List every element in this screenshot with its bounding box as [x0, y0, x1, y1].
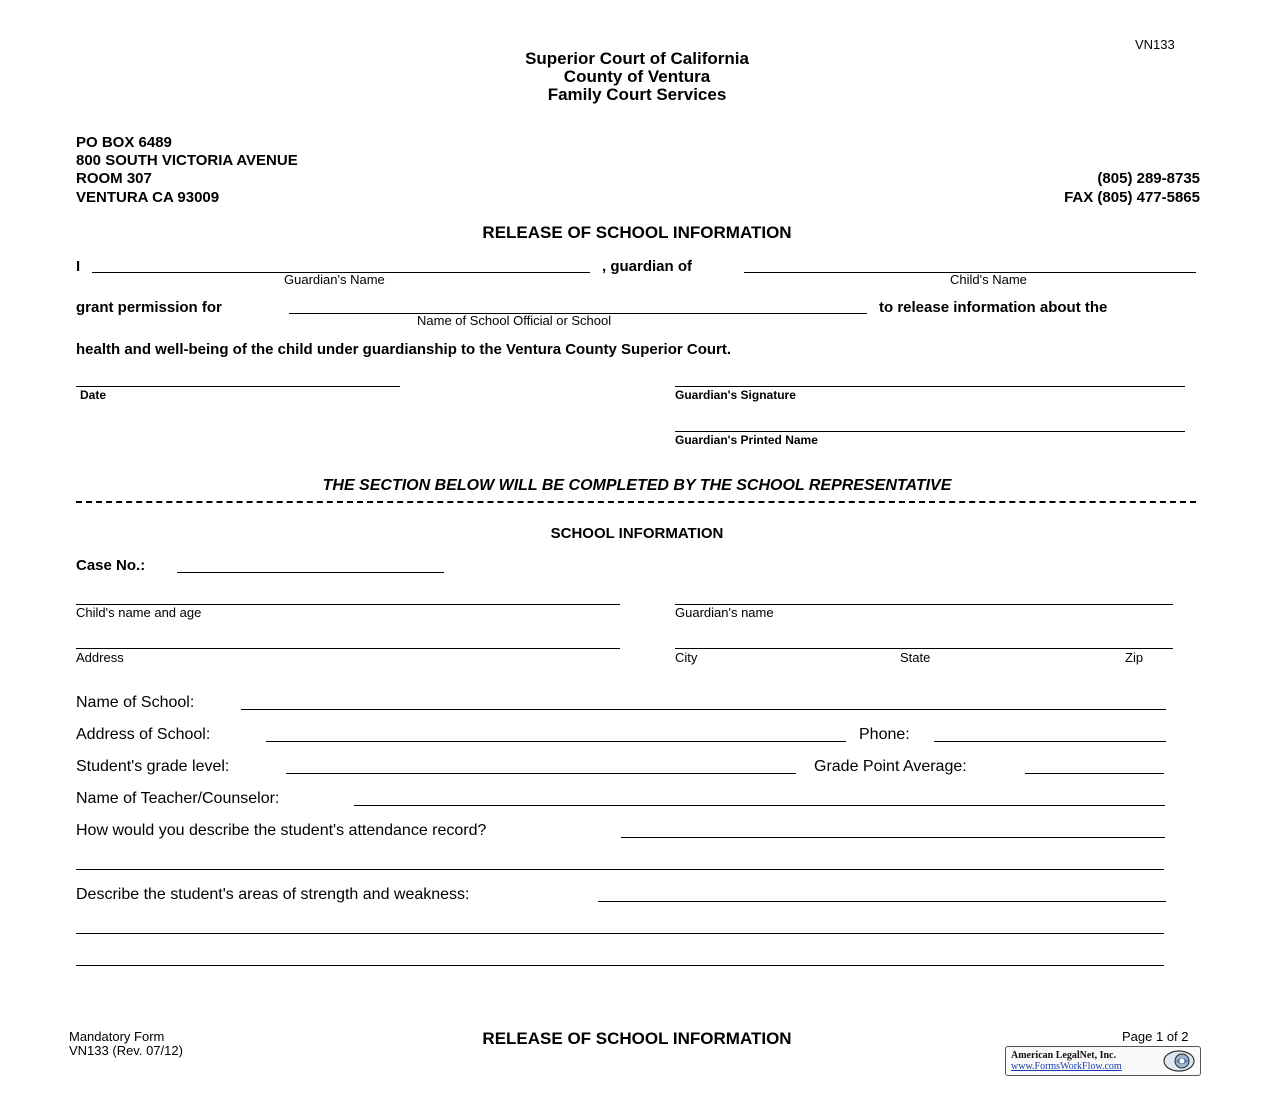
- strength-weakness-field-line-2[interactable]: [76, 933, 1164, 934]
- school-phone-label: Phone:: [859, 726, 910, 743]
- address-line-1: PO BOX 6489: [76, 134, 172, 151]
- guardian-of-text: , guardian of: [602, 258, 692, 275]
- name-of-school-label: Name of School:: [76, 694, 195, 711]
- gpa-field[interactable]: [1025, 773, 1164, 774]
- american-legalnet-logo[interactable]: [1005, 1046, 1201, 1076]
- form-title: RELEASE OF SCHOOL INFORMATION: [482, 223, 792, 242]
- teacher-counselor-label: Name of Teacher/Counselor:: [76, 790, 280, 807]
- attendance-label: How would you describe the student's attendance record?: [76, 822, 487, 839]
- guardian-name-label: Guardian's Name: [284, 272, 385, 287]
- form-code: VN133: [1135, 37, 1175, 52]
- address-line-3: ROOM 307: [76, 170, 152, 187]
- strength-weakness-field-line-3[interactable]: [76, 965, 1164, 966]
- guardian-printed-name-field[interactable]: [675, 431, 1185, 432]
- date-field[interactable]: [76, 386, 400, 387]
- logo-company-name: American LegalNet, Inc.: [1011, 1050, 1116, 1061]
- zip-label: Zip: [1125, 650, 1144, 665]
- guardian-signature-field[interactable]: [675, 386, 1185, 387]
- attendance-field-line-2[interactable]: [76, 869, 1164, 870]
- footer-title: RELEASE OF SCHOOL INFORMATION: [482, 1029, 792, 1048]
- school-info-heading: SCHOOL INFORMATION: [550, 525, 724, 542]
- guardian-signature-label: Guardian's Signature: [675, 388, 796, 402]
- strength-weakness-field[interactable]: [598, 901, 1166, 902]
- state-label: State: [900, 650, 931, 665]
- teacher-counselor-field[interactable]: [354, 805, 1165, 806]
- section-divider: [76, 501, 1196, 503]
- address-line-2: 800 SOUTH VICTORIA AVENUE: [76, 152, 298, 169]
- address-of-school-label: Address of School:: [76, 726, 211, 743]
- date-label: Date: [80, 388, 107, 402]
- address-label: Address: [76, 650, 124, 665]
- guardian-name-school-label: Guardian's name: [675, 605, 774, 620]
- strength-weakness-label: Describe the student's areas of strength and weakness:: [76, 886, 470, 903]
- phone-number: (805) 289-8735: [1097, 170, 1200, 187]
- attendance-field[interactable]: [621, 837, 1165, 838]
- address-field[interactable]: [76, 648, 620, 649]
- release-info-text: to release information about the: [879, 299, 1108, 316]
- city-state-zip-field[interactable]: [675, 648, 1173, 649]
- address-of-school-field[interactable]: [266, 741, 846, 742]
- fax-number: FAX (805) 477-5865: [1064, 189, 1200, 206]
- mandatory-form-label: Mandatory Form: [69, 1029, 165, 1044]
- child-name-label: Child's Name: [950, 272, 1027, 287]
- address-line-4: VENTURA CA 93009: [76, 189, 220, 206]
- school-official-label: Name of School Official or School: [417, 313, 612, 328]
- grade-level-field[interactable]: [286, 773, 796, 774]
- court-division: Family Court Services: [547, 85, 727, 104]
- globe-icon: [1162, 1049, 1196, 1073]
- case-no-label: Case No.:: [76, 557, 146, 574]
- page-number: Page 1 of 2: [1122, 1029, 1189, 1044]
- case-no-field[interactable]: [177, 572, 444, 573]
- form-revision: VN133 (Rev. 07/12): [69, 1043, 183, 1058]
- name-of-school-field[interactable]: [241, 709, 1166, 710]
- logo-url[interactable]: www.FormsWorkFlow.com: [1011, 1061, 1122, 1072]
- school-phone-field[interactable]: [934, 741, 1166, 742]
- permission-sentence-end: health and well-being of the child under guardianship to the Ventura County Superior Court.: [76, 341, 732, 358]
- guardian-printed-name-label: Guardian's Printed Name: [675, 433, 818, 447]
- grade-level-label: Student's grade level:: [76, 758, 230, 775]
- school-section-notice: THE SECTION BELOW WILL BE COMPLETED BY THE SCHOOL REPRESENTATIVE: [322, 477, 952, 494]
- grant-permission-text: grant permission for: [76, 299, 222, 316]
- court-name: Superior Court of California: [525, 49, 749, 68]
- permission-i: I: [76, 258, 81, 275]
- gpa-label: Grade Point Average:: [814, 758, 967, 775]
- child-name-age-label: Child's name and age: [76, 605, 202, 620]
- city-label: City: [675, 650, 698, 665]
- court-county: County of Ventura: [563, 67, 711, 86]
